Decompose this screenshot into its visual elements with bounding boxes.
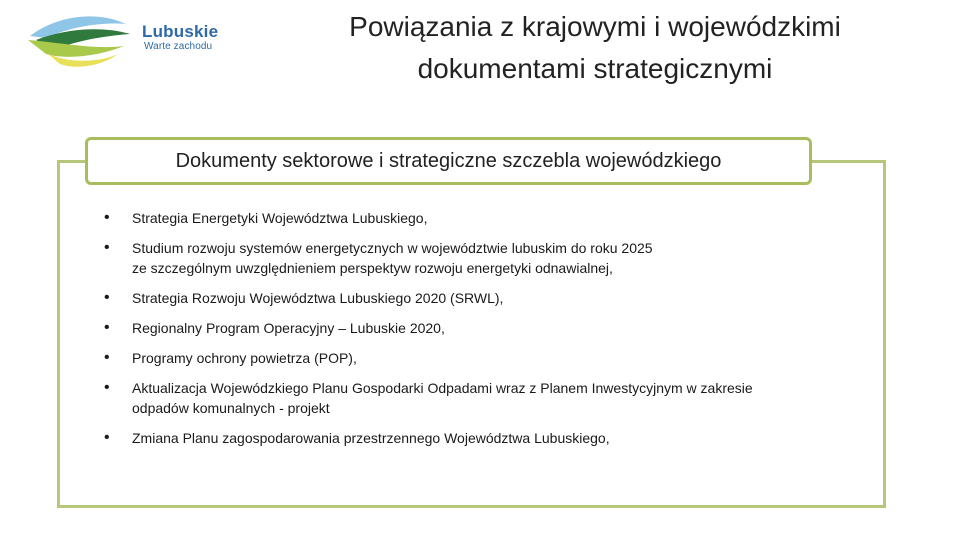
- list-item: [100, 208, 870, 228]
- list-item-text: Zmiana Planu zagospodarowania przestrzennego Województwa Lubuskiego,: [132, 430, 610, 446]
- page-title: [290, 6, 900, 90]
- list-item: [100, 428, 870, 448]
- list-item-text: Programy ochrony powietrza (POP),: [132, 350, 357, 366]
- bullet-icon: •: [104, 429, 110, 446]
- list-item: [100, 318, 870, 338]
- list-item-text: Aktualizacja Wojewódzkiego Planu Gospodarki Odpadami wraz z Planem Inwestycyjnym w zakresie: [132, 380, 753, 396]
- list-item: [100, 378, 870, 418]
- list-item-text: Strategia Rozwoju Województwa Lubuskiego 2020 (SRWL),: [132, 290, 504, 306]
- bullet-icon: •: [104, 239, 110, 256]
- logo-name: Lubuskie: [142, 22, 219, 41]
- list-item-text: Studium rozwoju systemów energetycznych w województwie lubuskim do roku 2025: [132, 240, 653, 256]
- page-title-line-2: dokumentami strategicznymi: [417, 53, 773, 84]
- bullet-icon: •: [104, 209, 110, 226]
- bullet-icon: •: [104, 379, 110, 396]
- page-title-line-1: Powiązania z krajowymi i wojewódzkimi: [349, 11, 841, 42]
- list-item-text: ze szczególnym uwzględnieniem perspektyw rozwoju energetyki odnawialnej,: [132, 260, 613, 276]
- document-list: [100, 208, 870, 448]
- list-item-text: Strategia Energetyki Województwa Lubuskiego,: [132, 210, 428, 226]
- bullet-icon: •: [104, 349, 110, 366]
- bullet-icon: •: [104, 319, 110, 336]
- bullet-icon: •: [104, 289, 110, 306]
- list-item: [100, 238, 870, 278]
- list-item: [100, 288, 870, 308]
- list-item-text: Regionalny Program Operacyjny – Lubuskie 2020,: [132, 320, 445, 336]
- list-item: [100, 348, 870, 368]
- logo-tagline: Warte zachodu: [144, 41, 213, 52]
- lubuskie-logo: [26, 10, 236, 70]
- lubuskie-logo-icon: [26, 10, 138, 70]
- section-heading: Dokumenty sektorowe i strategiczne szczebla wojewódzkiego: [85, 137, 812, 185]
- list-item-text: odpadów komunalnych - projekt: [132, 400, 330, 416]
